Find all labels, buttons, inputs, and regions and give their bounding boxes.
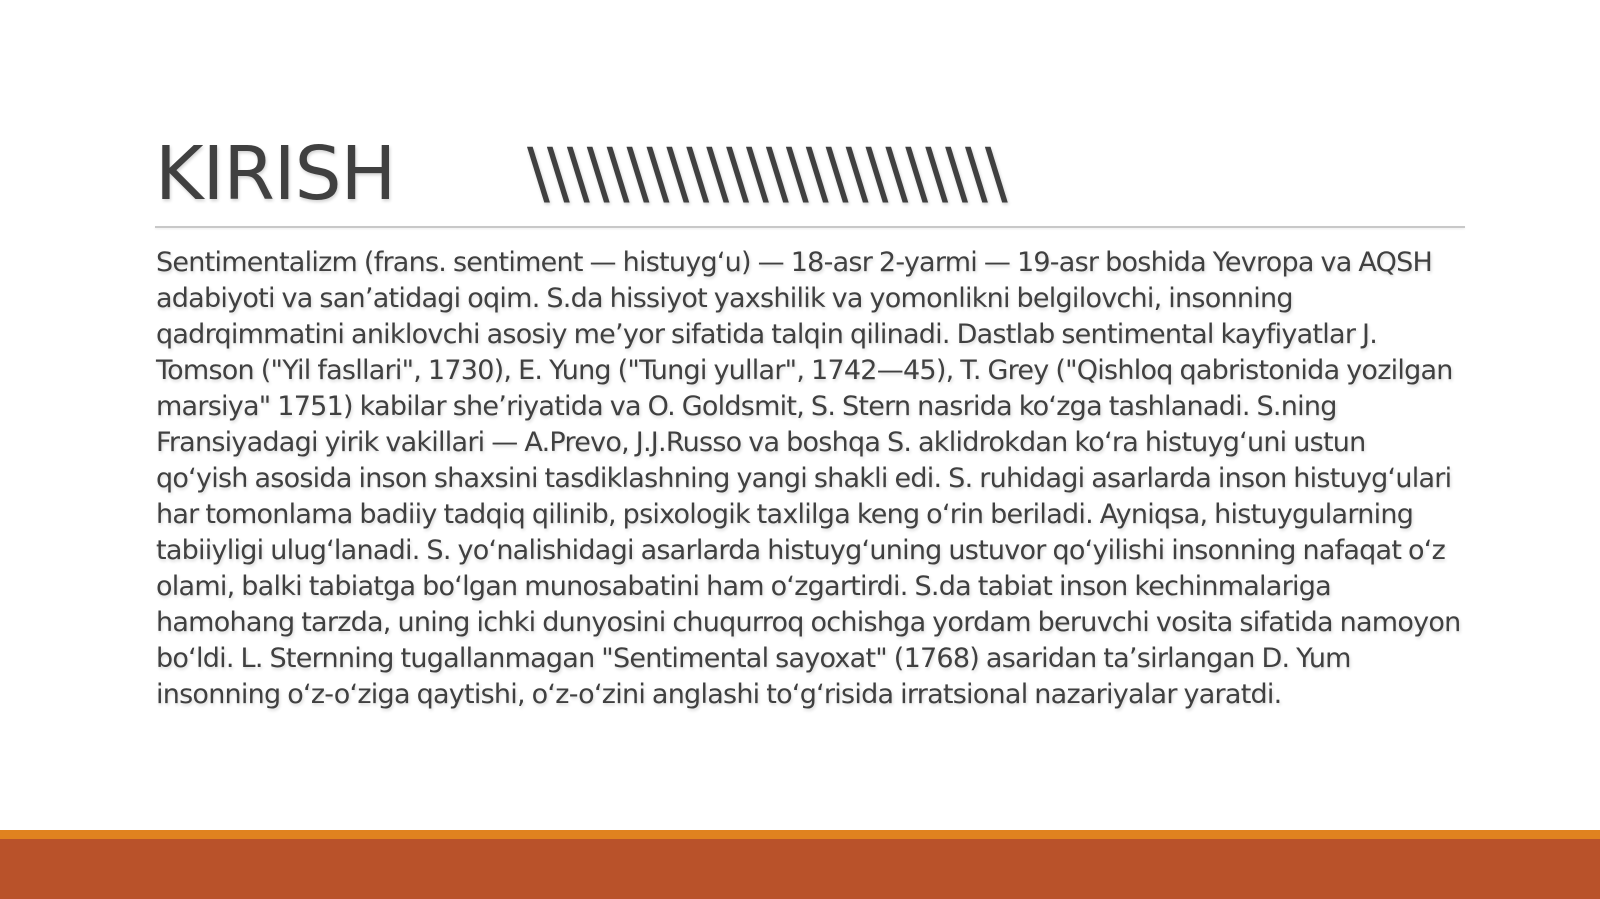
title-decoration: \\\\\\\\\\\\\\\\\\\\\\\\ <box>527 134 1005 213</box>
footer-accent-stripe <box>0 830 1600 839</box>
slide-body-text: Sentimentalizm (frans. sentiment — histuygʻu) — 18-asr 2-yarmi — 19-asr boshida Yevropa va AQSH adabiyoti va sanʼatidagi oqim. S.da hissiyot yaxshilik va yomonlikni belgilovchi, insonning qadrqimmatini aniklovchi asosiy meʼyor sifatida talqin qilinadi. Dastlab sentimental kayfiyatlar J. Tomson ("Yil fasllari", 1730), E. Yung ("Tungi yullar", 1742—45), T. Grey ("Qishloq qabristonida yozilgan marsiya" 1751) kabilar sheʼriyatida va O. Goldsmit, S. Stern nasrida koʻzga tashlanadi. S.ning Fransiyadagi yirik vakillari — A.Prevo, J.J.Russo va boshqa S. aklidrokdan koʻra histuygʻuni ustun qoʻyish asosida inson shaxsini tasdiklashning yangi shakli edi. S. ruhidagi asarlarda inson histuygʻulari har tomonlama badiiy tadqiq qilinib, psixologik taxlilga keng oʻrin beriladi. Ayniqsa, histuygularning tabiiyligi ulugʻlanadi. S. yoʻnalishidagi asarlarda histuygʻuning ustuvor qoʻyilishi insonning nafaqat oʻz olami, balki tabiatga boʻlgan munosabatini ham oʻzgartirdi. S.da tabiat inson kechinmalariga hamohang tarzda, uning ichki dunyosini chuqurroq ochishga yordam beruvchi vosita sifatida namoyon boʻldi. L. Sternning tugallanmagan "Sentimental sayoxat" (1768) asaridan taʼsirlangan D. Yum insonning oʻz-oʻziga qaytishi, oʻz-oʻzini anglashi toʻgʻrisida irratsional nazariyalar yaratdi. <box>156 247 1461 710</box>
slide-title: KIRISH <box>155 131 396 217</box>
footer-band <box>0 839 1600 899</box>
title-row <box>155 128 1455 220</box>
title-divider <box>155 226 1465 228</box>
